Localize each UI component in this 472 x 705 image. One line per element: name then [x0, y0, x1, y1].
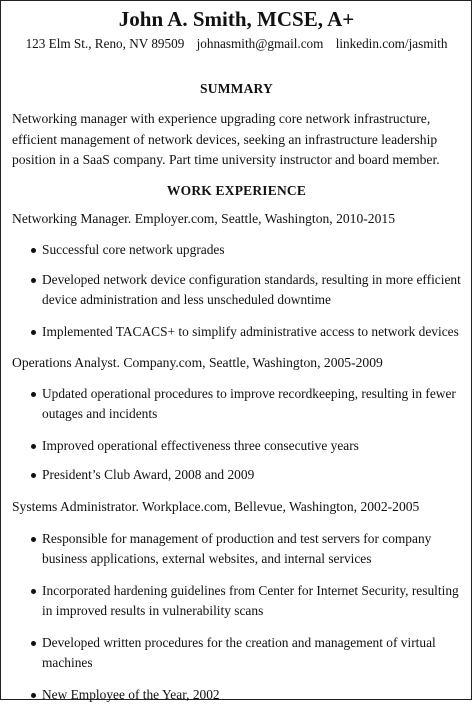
work-experience-heading: WORK EXPERIENCE [166, 182, 307, 198]
bullet-text: Successful core network upgrades [42, 241, 225, 257]
bullet-dot-icon [31, 589, 36, 594]
bullet-item [12, 436, 461, 456]
bullet-item [12, 322, 461, 342]
bullet-text: New Employee of the Year, 2002 [42, 686, 220, 702]
bullet-dot-icon [31, 330, 36, 335]
contact-email: johnasmith@gmail.com [196, 36, 324, 51]
job-entry [12, 353, 461, 485]
job-title: Networking Manager. Employer.com, Seattle, Washington, 2010-2015 [12, 210, 395, 226]
bullet-dot-icon [31, 444, 36, 449]
bullet-item [12, 529, 461, 569]
bullet-dot-icon [31, 537, 36, 542]
bullet-text: Incorporated hardening guidelines from Center for Internet Security, resulting in improved results in vulnerability scans [42, 582, 459, 618]
summary-heading: SUMMARY [200, 81, 273, 96]
contact-line [12, 34, 461, 54]
job-entry [12, 209, 461, 342]
bullet-text: Responsible for management of production and test servers for company business applications, external websites, and internal services [42, 530, 432, 566]
contact-linkedin: linkedin.com/jasmith [335, 36, 448, 51]
bullet-text: Improved operational effectiveness three consecutive years [42, 437, 359, 453]
bullet-item [12, 384, 461, 424]
bullet-dot-icon [31, 473, 36, 478]
bullet-item [12, 581, 461, 621]
bullet-dot-icon [31, 392, 36, 397]
bullet-text: President’s Club Award, 2008 and 2009 [42, 466, 255, 482]
bullet-text: Updated operational procedures to improve recordkeeping, resulting in fewer outages and incidents [42, 385, 456, 421]
bullet-item [12, 685, 461, 705]
job-entry [12, 497, 461, 705]
job-bullets [12, 384, 461, 485]
candidate-name: John A. Smith, MCSE, A+ [118, 7, 355, 31]
job-bullets [12, 529, 461, 705]
bullet-dot-icon [31, 641, 36, 646]
bullet-item [12, 465, 461, 485]
job-title: Systems Administrator. Workplace.com, Bellevue, Washington, 2002-2005 [12, 498, 420, 514]
bullet-dot-icon [31, 278, 36, 283]
job-title: Operations Analyst. Company.com, Seattle, Washington, 2005-2009 [12, 354, 383, 370]
bullet-item [12, 270, 461, 310]
bullet-dot-icon [31, 248, 36, 253]
bullet-text: Developed network device configuration standards, resulting in more efficient device administration and less unscheduled downtime [42, 271, 461, 307]
summary-text: Networking manager with experience upgrading core network infrastructure, efficient management of network devices, seeking an infrastructure leadership position in a SaaS company. Part time university instructor and board member. [12, 111, 440, 167]
job-bullets [12, 240, 461, 342]
bullet-text: Developed written procedures for the creation and management of virtual machines [42, 634, 436, 670]
contact-address: 123 Elm St., Reno, NV 89509 [25, 36, 185, 51]
bullet-item [12, 240, 461, 260]
bullet-text: Implemented TACACS+ to simplify administrative access to network devices [42, 323, 459, 339]
bullet-dot-icon [31, 693, 36, 698]
bullet-item [12, 633, 461, 673]
